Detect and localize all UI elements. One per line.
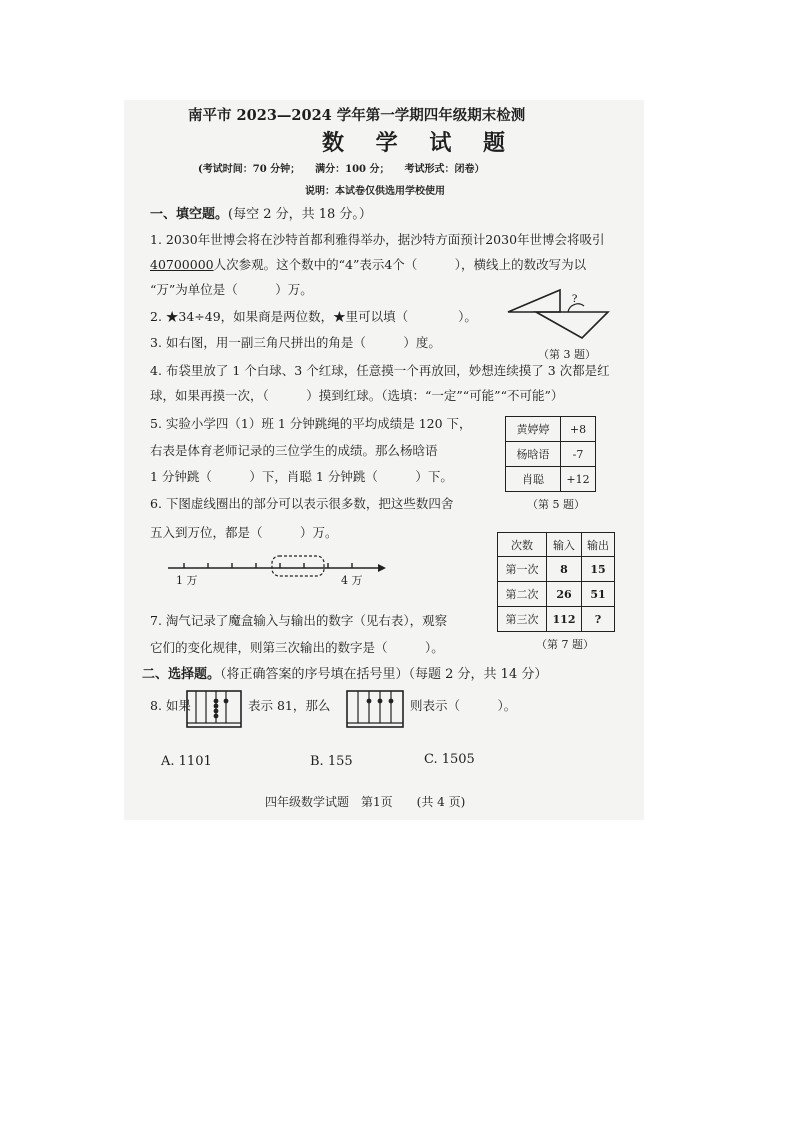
q7-header-cell: 输入 <box>547 533 582 557</box>
q5-score-table <box>505 416 596 492</box>
exam-subtitle: 数 学 试 题 <box>322 130 517 156</box>
q8-suffix: 则表示（ ）。 <box>410 698 517 713</box>
q5-value-cell: +8 <box>561 417 596 442</box>
q8-option-c[interactable]: C. 1505 <box>424 752 475 767</box>
table-row <box>506 417 596 442</box>
q5-name-cell: 肖聪 <box>506 467 561 492</box>
section1-title: 一、填空题。 <box>150 207 229 222</box>
q1-line1: 1. 2030年世博会将在沙特首都利雅得举办，据沙特方面预计2030年世博会将吸引 <box>150 232 605 247</box>
section2-heading <box>142 663 547 682</box>
q1-number: 40700000 <box>150 257 214 272</box>
angle-question-mark: ? <box>572 291 578 305</box>
q7-cell: 8 <box>547 557 582 582</box>
q1-line3: “万”为单位是（ ）万。 <box>150 282 313 297</box>
q8-prefix: 8. 如果 <box>150 698 191 713</box>
section1-heading <box>150 203 372 222</box>
q3-text: 3. 如右图，用一副三角尺拼出的角是（ ）度。 <box>150 335 441 350</box>
table-row <box>498 533 615 557</box>
section2-title: 二、选择题。 <box>142 667 221 682</box>
q5-value-cell: +12 <box>561 467 596 492</box>
q8-option-a[interactable]: A. 1101 <box>161 754 212 769</box>
table-row <box>498 607 615 632</box>
table-row <box>498 557 615 582</box>
q7-cell: ? <box>582 607 615 632</box>
abacus-81-icon <box>186 690 242 728</box>
q7-line2: 它们的变化规律，则第三次输出的数字是（ ）。 <box>150 640 444 655</box>
number-line-arrow <box>378 564 386 572</box>
q8-option-b[interactable]: B. 155 <box>310 754 353 769</box>
q7-cell: 112 <box>547 607 582 632</box>
table-row <box>506 442 596 467</box>
q7-header-cell: 输出 <box>582 533 615 557</box>
exam-info: (考试时间：70 分钟； 满分：100 分； 考试形式：闭卷） <box>198 164 485 175</box>
q3-triangle-figure <box>502 282 614 342</box>
q7-cell: 第二次 <box>498 582 547 607</box>
q7-cell: 第三次 <box>498 607 547 632</box>
q7-cell: 26 <box>547 582 582 607</box>
q3-caption: （第 3 题） <box>538 348 596 361</box>
table-row <box>498 582 615 607</box>
q7-line1: 7. 淘气记录了魔盒输入与输出的数字（见右表），观察 <box>150 613 448 628</box>
q2-text: 2. ★34÷49，如果商是两位数，★里可以填（ ）。 <box>150 309 477 324</box>
q1-line2 <box>150 255 586 273</box>
page-footer: 四年级数学试题 第1页 (共 4 页) <box>265 795 466 809</box>
q7-header-cell: 次数 <box>498 533 547 557</box>
exam-title: 南平市 2023—2024 学年第一学期四年级期末检测 <box>188 107 526 124</box>
q8-middle: 表示 81，那么 <box>248 698 331 713</box>
q7-magic-box-table <box>497 532 615 632</box>
q5-name-cell: 黄婷婷 <box>506 417 561 442</box>
q5-line1: 5. 实验小学四（1）班 1 分钟跳绳的平均成绩是 120 下， <box>150 416 472 431</box>
q5-name-cell: 杨晗语 <box>506 442 561 467</box>
section1-note: (每空 2 分，共 18 分。） <box>228 207 372 222</box>
angle-arc <box>568 304 584 312</box>
q5-line2: 右表是体育老师记录的三位学生的成绩。那么杨晗语 <box>150 443 438 458</box>
q5-caption: （第 5 题） <box>527 498 585 511</box>
abacus-question-icon <box>346 690 404 728</box>
q6-line1: 6. 下图虚线圈出的部分可以表示很多数，把这些数四舍 <box>150 496 454 511</box>
q7-cell: 第一次 <box>498 557 547 582</box>
exam-note: 说明：本试卷仅供选用学校使用 <box>305 186 445 197</box>
q5-line3: 1 分钟跳（ ）下，肖聪 1 分钟跳（ ）下。 <box>150 469 453 484</box>
number-line-label-1wan: 1 万 <box>176 574 198 587</box>
q5-value-cell: -7 <box>561 442 596 467</box>
q1-line2-text: 人次参观。这个数中的“4”表示4个（ ），横线上的数改写为以 <box>213 257 587 272</box>
q7-cell: 15 <box>582 557 615 582</box>
q4-line1: 4. 布袋里放了 1 个白球、3 个红球，任意摸一个再放回，妙想连续摸了 3 次都是红 <box>150 363 610 378</box>
section2-note: （将正确答案的序号填在括号里）（每题 2 分，共 14 分） <box>220 667 548 682</box>
number-line-ticks <box>184 563 352 568</box>
number-line-label-4wan: 4 万 <box>341 574 363 587</box>
q4-line2: 球，如果再摸一次，（ ）摸到红球。（选填：“一定”“可能”“不可能”） <box>150 388 564 403</box>
set-square-2 <box>536 312 608 338</box>
set-square-1 <box>508 290 560 312</box>
table-row <box>506 467 596 492</box>
q6-line2: 五入到万位，都是（ ）万。 <box>150 525 338 540</box>
q7-cell: 51 <box>582 582 615 607</box>
q7-caption: （第 7 题） <box>536 638 594 651</box>
